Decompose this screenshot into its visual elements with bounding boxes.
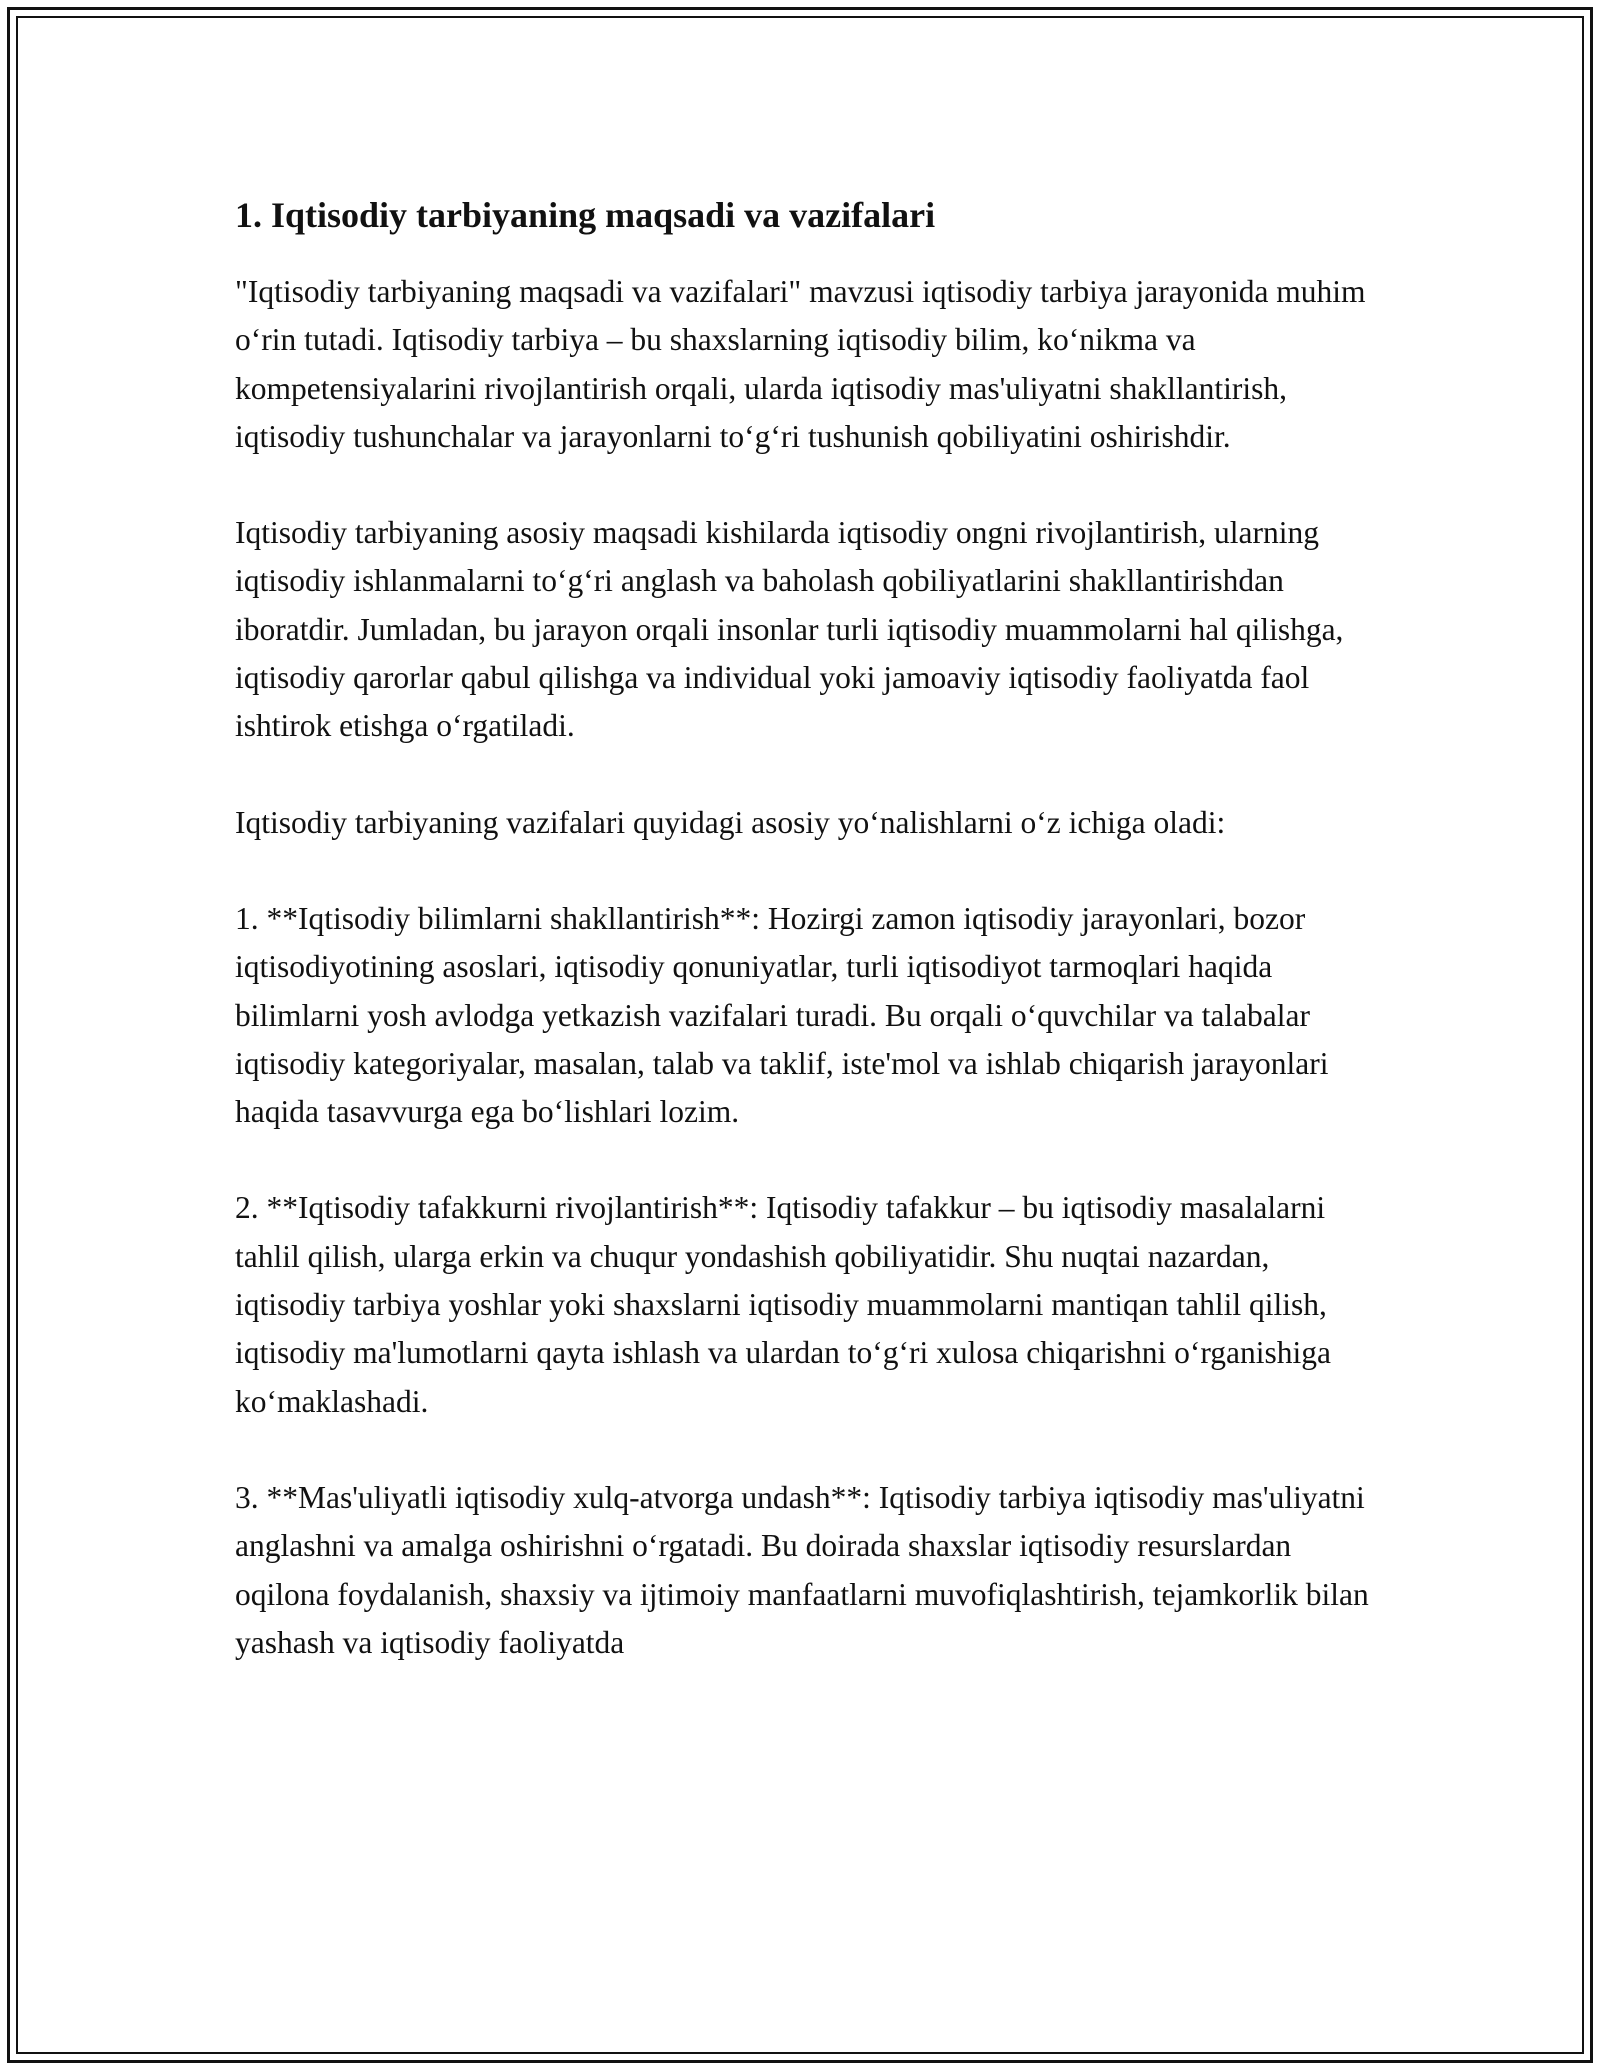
document-title: 1. Iqtisodiy tarbiyaning maqsadi va vazifalari	[235, 195, 936, 235]
list-item-economic-thinking: 2. **Iqtisodiy tafakkurni rivojlantirish**: Iqtisodiy tafakkur – bu iqtisodiy masalalarni tahlil qilish, ularga erkin va chuqur yondashish qobiliyatidir. Shu nuqtai nazardan, iqtisodiy tarbiya yoshlar yoki shaxslarni iqtisodiy muammolarni mantiqan tahlil qilish, iqtisodiy ma'lumotlarni qayta ishlash va ulardan toʻgʻri xulosa chiqarishni oʻrganishiga koʻmaklashadi.	[235, 1190, 1331, 1419]
paragraph-tasks-intro: Iqtisodiy tarbiyaning vazifalari quyidagi asosiy yoʻnalishlarni oʻz ichiga oladi:	[235, 804, 1226, 840]
paragraph-intro: "Iqtisodiy tarbiyaning maqsadi va vazifalari" mavzusi iqtisodiy tarbiya jarayonida muhim oʻrin tutadi. Iqtisodiy tarbiya – bu shaxslarning iqtisodiy bilim, koʻnikma va kompetensiyalarini rivojlantirish orqali, ularda iqtisodiy mas'uliyatni shakllantirish, iqtisodiy tushunchalar va jarayonlarni toʻgʻri tushunish qobiliyatini oshirishdir.	[235, 274, 1366, 454]
document-body	[235, 186, 1375, 1667]
list-item-economic-knowledge: 1. **Iqtisodiy bilimlarni shakllantirish**: Hozirgi zamon iqtisodiy jarayonlari, bozor iqtisodiyotining asoslari, iqtisodiy qonuniyatlar, turli iqtisodiyot tarmoqlari haqida bilimlarni yosh avlodga yetkazish vazifalari turadi. Bu orqali oʻquvchilar va talabalar iqtisodiy kategoriyalar, masalan, talab va taklif, iste'mol va ishlab chiqarish jarayonlari haqida tasavvurga ega boʻlishlari lozim.	[235, 900, 1329, 1130]
list-item-responsible-behavior: 3. **Mas'uliyatli iqtisodiy xulq-atvorga undash**: Iqtisodiy tarbiya iqtisodiy mas'uliyatni anglashni va amalga oshirishni oʻrgatadi. Bu doirada shaxslar iqtisodiy resurslardan oqilona foydalanish, shaxsiy va ijtimoiy manfaatlarni muvofiqlashtirish, tejamkorlik bilan yashash va iqtisodiy faoliyatda	[235, 1479, 1369, 1660]
paragraph-main-goal: Iqtisodiy tarbiyaning asosiy maqsadi kishilarda iqtisodiy ongni rivojlantirish, ularning iqtisodiy ishlanmalarni toʻgʻri anglash va baholash qobiliyatlarini shakllantirishdan iboratdir. Jumladan, bu jarayon orqali insonlar turli iqtisodiy muammolarni hal qilishga, iqtisodiy qarorlar qabul qilishga va individual yoki jamoaviy iqtisodiy faoliyatda faol ishtirok etishga oʻrgatiladi.	[235, 515, 1344, 744]
